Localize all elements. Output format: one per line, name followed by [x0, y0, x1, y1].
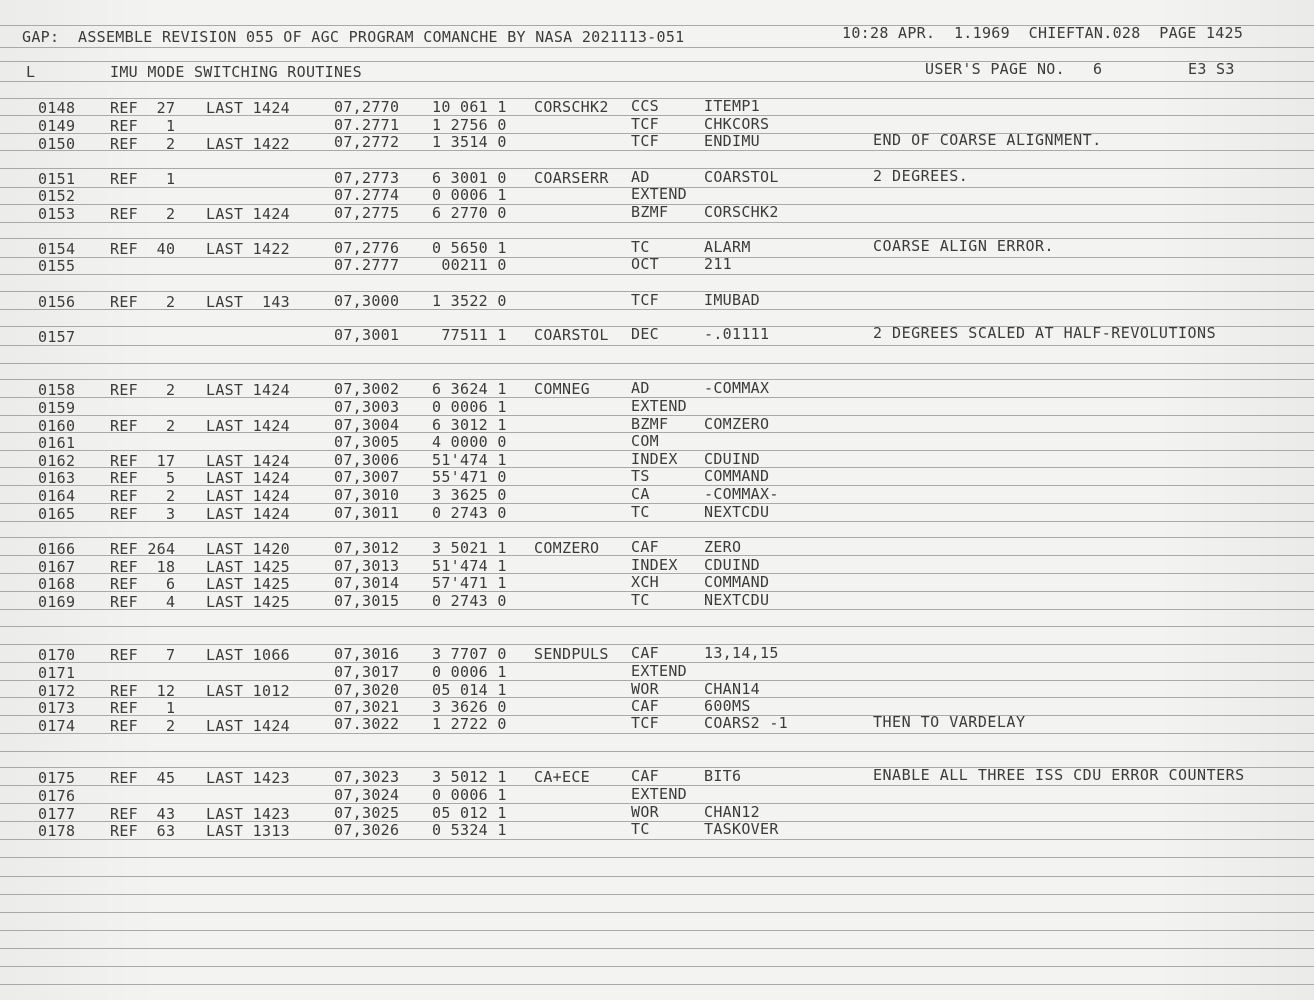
line-number: 0177: [38, 805, 76, 823]
address: 07,3003: [334, 398, 400, 416]
ref-count: REF 17: [110, 452, 176, 470]
address: 07,2776: [334, 239, 400, 257]
last-page: LAST 1424: [206, 205, 290, 223]
ref-count: REF 2: [110, 135, 176, 153]
ref-count: REF 40: [110, 240, 176, 258]
comment: END OF COARSE ALIGNMENT.: [873, 131, 1102, 149]
opcode: WOR: [631, 680, 659, 698]
label: COMNEG: [534, 380, 590, 398]
ref-count: REF 6: [110, 575, 176, 593]
address: 07,3010: [334, 486, 400, 504]
last-page: LAST 1422: [206, 135, 290, 153]
line-number: 0150: [38, 135, 76, 153]
opcode: CAF: [631, 767, 659, 785]
address: 07,3011: [334, 504, 400, 522]
line-number: 0156: [38, 293, 76, 311]
machine-code: 3 5012 1: [432, 768, 507, 786]
ref-count: REF 2: [110, 381, 176, 399]
operand: CHAN14: [704, 680, 760, 698]
operand: 211: [704, 255, 732, 273]
last-page: LAST 1424: [206, 505, 290, 523]
address: 07,2772: [334, 133, 400, 151]
address: 07,3025: [334, 804, 400, 822]
ruled-line: [0, 61, 1314, 62]
opcode: CAF: [631, 697, 659, 715]
last-page: LAST 143: [206, 293, 290, 311]
ruled-line: [0, 257, 1314, 258]
line-number: 0154: [38, 240, 76, 258]
line-number: 0167: [38, 558, 76, 576]
machine-code: 57'471 1: [432, 574, 507, 592]
opcode: AD: [631, 379, 650, 397]
line-number: 0174: [38, 717, 76, 735]
ruled-line: [0, 803, 1314, 804]
ref-count: REF 5: [110, 469, 176, 487]
comment: ENABLE ALL THREE ISS CDU ERROR COUNTERS: [873, 766, 1245, 784]
ruled-line: [0, 25, 1314, 26]
last-page: LAST 1313: [206, 822, 290, 840]
line-number: 0171: [38, 664, 76, 682]
ruled-line: [0, 379, 1314, 380]
label: CA+ECE: [534, 768, 590, 786]
opcode: BZMF: [631, 203, 669, 221]
opcode: EXTEND: [631, 185, 687, 203]
operand: COMMAND: [704, 573, 770, 591]
ruled-line: [0, 521, 1314, 522]
machine-code: 51'474 1: [432, 451, 507, 469]
ruled-line: [0, 767, 1314, 768]
ref-count: REF 18: [110, 558, 176, 576]
line-number: 0165: [38, 505, 76, 523]
ruled-line: [0, 222, 1314, 223]
address: 07,3002: [334, 380, 400, 398]
machine-code: 10 061 1: [432, 98, 507, 116]
ref-count: REF 1: [110, 699, 176, 717]
address: 07,3007: [334, 468, 400, 486]
address: 07,3015: [334, 592, 400, 610]
last-page: LAST 1423: [206, 805, 290, 823]
operand: ITEMP1: [704, 97, 760, 115]
header-flag: L: [26, 63, 36, 81]
last-page: LAST 1425: [206, 593, 290, 611]
ruled-line: [0, 876, 1314, 877]
opcode: AD: [631, 168, 650, 186]
ruled-line: [0, 839, 1314, 840]
operand: 600MS: [704, 697, 751, 715]
operand: CORSCHK2: [704, 203, 779, 221]
ruled-line: [0, 133, 1314, 134]
line-number: 0170: [38, 646, 76, 664]
opcode: TC: [631, 238, 650, 256]
last-page: LAST 1425: [206, 558, 290, 576]
ref-count: REF 2: [110, 293, 176, 311]
ruled-line: [0, 485, 1314, 486]
machine-code: 1 3522 0: [432, 292, 507, 310]
machine-code: 0 0006 1: [432, 786, 507, 804]
ruled-line: [0, 81, 1314, 82]
ruled-line: [0, 150, 1314, 151]
ruled-line: [0, 894, 1314, 895]
operand: -.01111: [704, 325, 770, 343]
machine-code: 0 5650 1: [432, 239, 507, 257]
ruled-line: [0, 912, 1314, 913]
machine-code: 3 3625 0: [432, 486, 507, 504]
line-number: 0152: [38, 187, 76, 205]
opcode: TCF: [631, 714, 659, 732]
ruled-line: [0, 930, 1314, 931]
address: 07,3017: [334, 663, 400, 681]
ref-count: REF 43: [110, 805, 176, 823]
ruled-line: [0, 168, 1314, 169]
ruled-line: [0, 573, 1314, 574]
machine-code: 3 5021 1: [432, 539, 507, 557]
operand: NEXTCDU: [704, 591, 770, 609]
last-page: LAST 1424: [206, 487, 290, 505]
line-number: 0148: [38, 99, 76, 117]
opcode: EXTEND: [631, 397, 687, 415]
ref-count: REF 63: [110, 822, 176, 840]
comment: 2 DEGREES SCALED AT HALF-REVOLUTIONS: [873, 324, 1217, 342]
address: 07,3023: [334, 768, 400, 786]
ruled-line: [0, 309, 1314, 310]
ruled-line: [0, 644, 1314, 645]
address: 07,3013: [334, 557, 400, 575]
line-number: 0153: [38, 205, 76, 223]
line-number: 0149: [38, 117, 76, 135]
address: 07,3005: [334, 433, 400, 451]
ref-count: REF 1: [110, 170, 176, 188]
operand: ENDIMU: [704, 132, 760, 150]
opcode: TS: [631, 467, 650, 485]
line-number: 0159: [38, 399, 76, 417]
operand: -COMMAX-: [704, 485, 779, 503]
opcode: CAF: [631, 538, 659, 556]
address: 07,2775: [334, 204, 400, 222]
ref-count: REF 3: [110, 505, 176, 523]
header-title: GAP: ASSEMBLE REVISION 055 OF AGC PROGRAM COMANCHE BY NASA 2021113-051: [22, 28, 685, 46]
last-page: LAST 1424: [206, 99, 290, 117]
ref-count: REF 2: [110, 205, 176, 223]
ref-count: REF 1: [110, 117, 176, 135]
opcode: COM: [631, 432, 659, 450]
machine-code: 1 2756 0: [432, 116, 507, 134]
ruled-line: [0, 984, 1314, 985]
ref-count: REF 2: [110, 417, 176, 435]
operand: CDUIND: [704, 556, 760, 574]
address: 07,3014: [334, 574, 400, 592]
ruled-line: [0, 680, 1314, 681]
line-number: 0176: [38, 787, 76, 805]
line-number: 0173: [38, 699, 76, 717]
address: 07,3000: [334, 292, 400, 310]
ref-count: REF 12: [110, 682, 176, 700]
operand: ZERO: [704, 538, 742, 556]
ref-count: REF 2: [110, 487, 176, 505]
opcode: TC: [631, 820, 650, 838]
opcode: TC: [631, 503, 650, 521]
line-number: 0162: [38, 452, 76, 470]
ruled-line: [0, 609, 1314, 610]
operand: BIT6: [704, 767, 742, 785]
label: COARSTOL: [534, 326, 609, 344]
ruled-line: [0, 397, 1314, 398]
section-code: E3 S3: [1188, 60, 1235, 78]
opcode: TCF: [631, 132, 659, 150]
operand: CDUIND: [704, 450, 760, 468]
ruled-line: [0, 291, 1314, 292]
opcode: CCS: [631, 97, 659, 115]
line-number: 0160: [38, 417, 76, 435]
opcode: OCT: [631, 255, 659, 273]
machine-code: 0 0006 1: [432, 663, 507, 681]
opcode: TCF: [631, 115, 659, 133]
operand: COARSTOL: [704, 168, 779, 186]
last-page: LAST 1420: [206, 540, 290, 558]
header-date-page: 10:28 APR. 1.1969 CHIEFTAN.028 PAGE 1425: [842, 24, 1244, 42]
ref-count: REF 7: [110, 646, 176, 664]
label: COARSERR: [534, 169, 609, 187]
ruled-line: [0, 450, 1314, 451]
machine-code: 3 7707 0: [432, 645, 507, 663]
users-page-number: USER'S PAGE NO. 6: [925, 60, 1103, 78]
machine-code: 05 014 1: [432, 681, 507, 699]
machine-code: 0 5324 1: [432, 821, 507, 839]
address: 07,2773: [334, 169, 400, 187]
operand: COMZERO: [704, 415, 770, 433]
operand: TASKOVER: [704, 820, 779, 838]
line-number: 0175: [38, 769, 76, 787]
opcode: WOR: [631, 803, 659, 821]
machine-code: 1 3514 0: [432, 133, 507, 151]
ruled-line: [0, 238, 1314, 239]
ruled-line: [0, 857, 1314, 858]
machine-code: 4 0000 0: [432, 433, 507, 451]
ref-count: REF 264: [110, 540, 176, 558]
ruled-line: [0, 345, 1314, 346]
ruled-line: [0, 187, 1314, 188]
line-number: 0157: [38, 328, 76, 346]
opcode: TC: [631, 591, 650, 609]
label: CORSCHK2: [534, 98, 609, 116]
machine-code: 3 3626 0: [432, 698, 507, 716]
ruled-line: [0, 537, 1314, 538]
address: 07,3021: [334, 698, 400, 716]
line-number: 0172: [38, 682, 76, 700]
ruled-line: [0, 966, 1314, 967]
opcode: TCF: [631, 291, 659, 309]
ruled-line: [0, 715, 1314, 716]
machine-code: 77511 1: [432, 326, 507, 344]
ruled-line: [0, 326, 1314, 327]
line-number: 0164: [38, 487, 76, 505]
line-number: 0178: [38, 822, 76, 840]
opcode: EXTEND: [631, 662, 687, 680]
label: SENDPULS: [534, 645, 609, 663]
ruled-line: [0, 821, 1314, 822]
last-page: LAST 1424: [206, 452, 290, 470]
line-number: 0161: [38, 434, 76, 452]
ruled-line: [0, 751, 1314, 752]
ruled-line: [0, 415, 1314, 416]
operand: COARS2 -1: [704, 714, 788, 732]
ruled-line: [0, 555, 1314, 556]
label: COMZERO: [534, 539, 600, 557]
opcode: INDEX: [631, 556, 678, 574]
operand: IMUBAD: [704, 291, 760, 309]
address: 07.3022: [334, 715, 400, 733]
line-number: 0158: [38, 381, 76, 399]
machine-code: 51'474 1: [432, 557, 507, 575]
ref-count: REF 45: [110, 769, 176, 787]
operand: 13,14,15: [704, 644, 779, 662]
line-number: 0163: [38, 469, 76, 487]
last-page: LAST 1423: [206, 769, 290, 787]
machine-code: 6 3001 0: [432, 169, 507, 187]
comment: COARSE ALIGN ERROR.: [873, 237, 1055, 255]
operand: CHAN12: [704, 803, 760, 821]
ruled-line: [0, 274, 1314, 275]
address: 07,2770: [334, 98, 400, 116]
line-number: 0155: [38, 257, 76, 275]
ref-count: REF 2: [110, 717, 176, 735]
ruled-line: [0, 662, 1314, 663]
comment: 2 DEGREES.: [873, 167, 969, 185]
comment: THEN TO VARDELAY: [873, 713, 1026, 731]
ruled-line: [0, 363, 1314, 364]
last-page: LAST 1424: [206, 717, 290, 735]
opcode: INDEX: [631, 450, 678, 468]
last-page: LAST 1066: [206, 646, 290, 664]
address: 07.2777: [334, 256, 400, 274]
machine-code: 0 0006 1: [432, 398, 507, 416]
ruled-line: [0, 733, 1314, 734]
ruled-line: [0, 467, 1314, 468]
operand: COMMAND: [704, 467, 770, 485]
address: 07.2774: [334, 186, 400, 204]
machine-code: 6 3012 1: [432, 416, 507, 434]
ruled-line: [0, 47, 1314, 48]
ruled-line: [0, 948, 1314, 949]
last-page: LAST 1424: [206, 381, 290, 399]
ruled-line: [0, 98, 1314, 99]
address: 07,3012: [334, 539, 400, 557]
machine-code: 0 2743 0: [432, 592, 507, 610]
opcode: XCH: [631, 573, 659, 591]
operand: ALARM: [704, 238, 751, 256]
machine-code: 05 012 1: [432, 804, 507, 822]
address: 07.2771: [334, 116, 400, 134]
ruled-line: [0, 115, 1314, 116]
machine-code: 00211 0: [432, 256, 507, 274]
opcode: CAF: [631, 644, 659, 662]
address: 07,3026: [334, 821, 400, 839]
operand: -COMMAX: [704, 379, 770, 397]
ruled-line: [0, 503, 1314, 504]
opcode: CA: [631, 485, 650, 503]
machine-code: 55'471 0: [432, 468, 507, 486]
machine-code: 6 2770 0: [432, 204, 507, 222]
address: 07,3006: [334, 451, 400, 469]
machine-code: 0 2743 0: [432, 504, 507, 522]
line-number: 0168: [38, 575, 76, 593]
last-page: LAST 1422: [206, 240, 290, 258]
line-number: 0169: [38, 593, 76, 611]
address: 07,3024: [334, 786, 400, 804]
operand: NEXTCDU: [704, 503, 770, 521]
line-number: 0151: [38, 170, 76, 188]
last-page: LAST 1012: [206, 682, 290, 700]
address: 07,3016: [334, 645, 400, 663]
last-page: LAST 1425: [206, 575, 290, 593]
ruled-line: [0, 626, 1314, 627]
opcode: DEC: [631, 325, 659, 343]
ruled-line: [0, 785, 1314, 786]
ruled-line: [0, 204, 1314, 205]
address: 07,3004: [334, 416, 400, 434]
ruled-line: [0, 697, 1314, 698]
ref-count: REF 4: [110, 593, 176, 611]
address: 07,3020: [334, 681, 400, 699]
section-title: IMU MODE SWITCHING ROUTINES: [110, 63, 362, 81]
ruled-line: [0, 432, 1314, 433]
operand: CHKCORS: [704, 115, 770, 133]
machine-code: 1 2722 0: [432, 715, 507, 733]
last-page: LAST 1424: [206, 469, 290, 487]
line-number: 0166: [38, 540, 76, 558]
machine-code: 6 3624 1: [432, 380, 507, 398]
machine-code: 0 0006 1: [432, 186, 507, 204]
ruled-line: [0, 591, 1314, 592]
last-page: LAST 1424: [206, 417, 290, 435]
ref-count: REF 27: [110, 99, 176, 117]
opcode: BZMF: [631, 415, 669, 433]
address: 07,3001: [334, 326, 400, 344]
opcode: EXTEND: [631, 785, 687, 803]
